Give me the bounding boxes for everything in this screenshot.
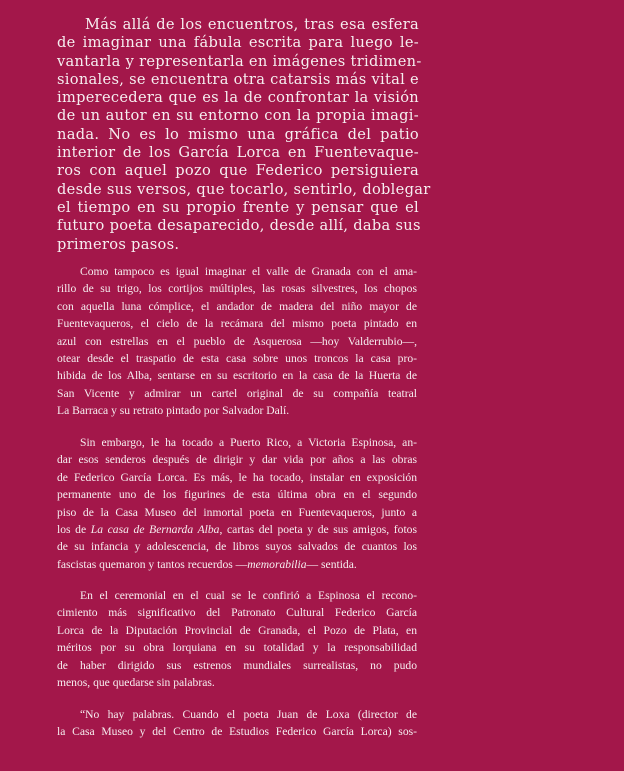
text-line: de imaginar una fábula escrita para luego le- [57, 34, 419, 52]
text-line: de un autor en su entorno con la propia imagi- [57, 107, 419, 125]
text-line: de Federico García Lorca. Es más, le ha tocado, instalar en exposición [57, 470, 417, 484]
text-line: Sin embargo, le ha tocado a Puerto Rico, a Victoria Espinosa, an- [80, 436, 417, 449]
text-line: con aquella luna cómplice, el andador de madera del niño mayor de [57, 299, 417, 313]
text-line: azul con estrellas en el pueblo de Asquerosa —hoy Valderrubio—, [57, 334, 417, 348]
text-line: desde sus versos, que tocarlo, sentirlo, doblegar [57, 180, 431, 198]
text-line [57, 521, 417, 538]
paragraph-2 [57, 434, 417, 573]
text-line: dar esos senderos después de dirigir y dar vida por años a las obras [57, 453, 417, 467]
text-line: imperecedera que es la de confrontar la visión [57, 89, 419, 107]
text-line: En el ceremonial en el cual se le confirió a Espinosa el recono- [80, 589, 417, 602]
text-line: Como tampoco es igual imaginar el valle de Granada con el ama- [80, 265, 417, 278]
text-segment: , cartas del poeta y de sus amigos, fotos [219, 523, 417, 537]
text-line: méritos por su obra lorquiana en su totalidad y la responsabilidad [57, 641, 417, 655]
text-segment: fascistas quemaron y tantos recuerdos — [57, 557, 248, 571]
text-line: piso de la Casa Museo del inmortal poeta en Fuentevaqueros, junto a [57, 505, 417, 519]
text-line: primeros pasos. [57, 235, 180, 253]
text-line: sionales, se encuentra otra catarsis más vital e [57, 70, 419, 88]
text-line: interior de los García Lorca en Fuentevaque- [57, 144, 419, 162]
text-line: otear desde el traspatio de esta casa sobre unos troncos la casa pro- [57, 352, 417, 366]
text-line: Más allá de los encuentros, tras esa esfera [85, 16, 419, 33]
text-line: menos, que quedarse sin palabras. [57, 676, 215, 690]
text-line: de su infancia y adolescencia, de libros suyos salvados de cuantos los [57, 540, 417, 554]
text-segment: — sentida. [306, 557, 357, 571]
text-line: de haber dirigido sus estrenos mundiales surrealistas, no pudo [57, 658, 417, 672]
text-line: cimiento más significativo del Patronato Cultural Federico García [57, 606, 417, 620]
text-line: futuro poeta desaparecido, desde allí, daba sus [57, 217, 421, 235]
text-line: ros con aquel pozo que Federico persiguiera [57, 162, 419, 180]
paragraph-4 [57, 706, 417, 741]
text-line: Fuentevaqueros, el cielo de la recámara del mismo poeta pintado en [57, 317, 417, 331]
text-line: San Vicente y admirar un cartel original de su compañía teatral [57, 386, 417, 400]
text-segment: los de [57, 523, 91, 537]
text-line: “No hay palabras. Cuando el poeta Juan de Loxa (director de [80, 708, 417, 721]
text-line: el tiempo en su propio frente y pensar que el [57, 198, 419, 216]
text-line: La Barraca y su retrato pintado por Salvador Dalí. [57, 404, 290, 418]
paragraph-3 [57, 587, 417, 691]
text-line: la Casa Museo y del Centro de Estudios Federico García Lorca) sos- [57, 725, 417, 739]
text-line: Lorca de la Diputación Provincial de Granada, el Pozo de Plata, en [57, 623, 417, 637]
text-line [57, 556, 417, 573]
paragraph-1 [57, 263, 417, 420]
emphasized-word: memorabilia [247, 557, 307, 571]
text-line: nada. No es lo mismo una gráfica del patio [57, 125, 419, 143]
book-title: La casa de Bernarda Alba [90, 523, 220, 537]
text-line: rillo de su trigo, los cortijos múltiples, las rosas silvestres, los chopos [57, 282, 417, 296]
text-line: hibida de los Alba, sentarse en su escritorio en la casa de la Huerta de [57, 369, 417, 383]
text-line: permanente uno de los figurines de esta última obra en el segundo [57, 488, 417, 502]
text-line: vantarla y representarla en imágenes tridimen- [57, 52, 422, 70]
lead-paragraph [57, 16, 431, 254]
